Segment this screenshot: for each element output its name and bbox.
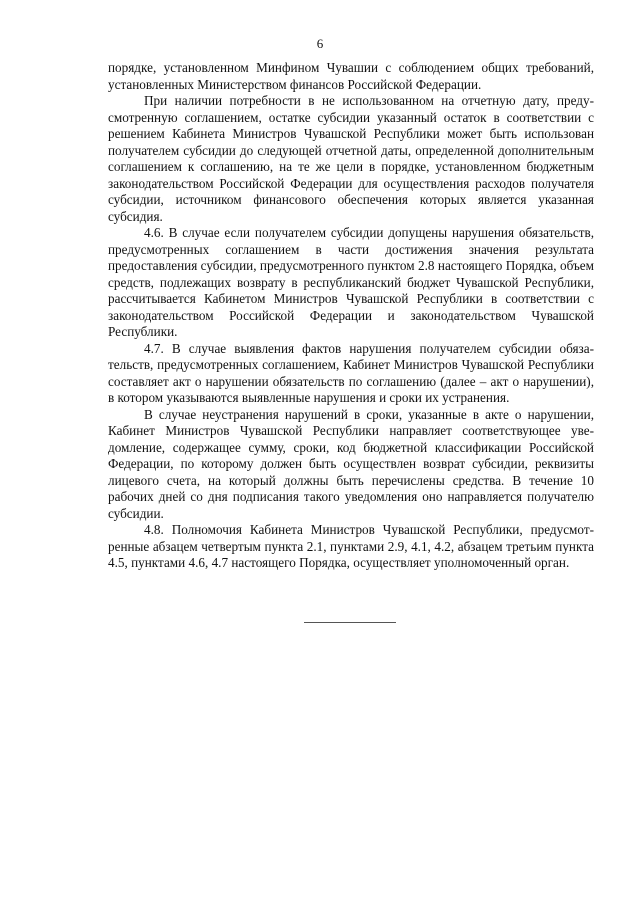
- paragraph-4-8: 4.8. Полномочия Кабинета Министров Чувашской Республики, предусмотренные абзацем четвертым пункта 2.1, пунктами 2.9, 4.1, 4.2, абзацем третьим пункта 4.5, пунктами 4.6, 4.7 настоящего Порядка, осуществляет уполномоченный орган.: [108, 522, 594, 570]
- paragraph-4-7: 4.7. В случае выявления фактов нарушения получателем субсидии обязательств, предусмотренных соглашением, Кабинет Министров Чувашской Республики составляет акт о нарушении обязательств по соглашению (далее – акт о нарушении), в котором указываются выявленные нарушения и сроки их устранения.: [108, 340, 594, 405]
- document-body: [108, 60, 594, 572]
- page-number: 6: [316, 36, 324, 51]
- paragraph-continuation: порядке, установленном Минфином Чувашии с соблюдением общих требований, установленных Министерством финансов Российской Федерации.: [108, 60, 594, 92]
- paragraph-4-6: 4.6. В случае если получателем субсидии допущены нарушения обязательств, предусмотренных соглашением в части достижения значения результата предоставления субсидии, предусмотренного пунктом 2.8 настоящего Порядка, объем средств, подлежащих возврату в республиканский бюджет Чувашской Республики, рассчитывается Кабинетом Министров Чувашской Республики в соответствии с законодательством Российской Федерации и законодательством Чувашской Республики.: [108, 225, 594, 339]
- end-divider: [304, 622, 396, 623]
- paragraph-unused-balance: При наличии потребности в не использованном на отчетную дату, предусмотренную соглашением, остатке субсидии указанный остаток в соответствии с решением Кабинета Министров Чувашской Республики может быть использован получателем субсидии до следующей отчетной даты, определенной дополнительным соглашением к соглашению, на те же цели в порядке, установленном бюджетным законодательством Российской Федерации для осуществления расходов получателя субсидии, источником финансового обеспечения которых является указанная субсидия.: [108, 93, 594, 224]
- paragraph-notification: В случае неустранения нарушений в сроки, указанные в акте о нарушении, Кабинет Министров Чувашской Республики направляет соответствующее уведомление, содержащее сумму, сроки, код бюджетной классификации Российской Федерации, по которому должен быть осуществлен возврат субсидии, реквизиты лицевого счета, на который должны быть перечислены средства. В течение 10 рабочих дней со дня подписания такого уведомления оно направляется получателю субсидии.: [108, 406, 594, 521]
